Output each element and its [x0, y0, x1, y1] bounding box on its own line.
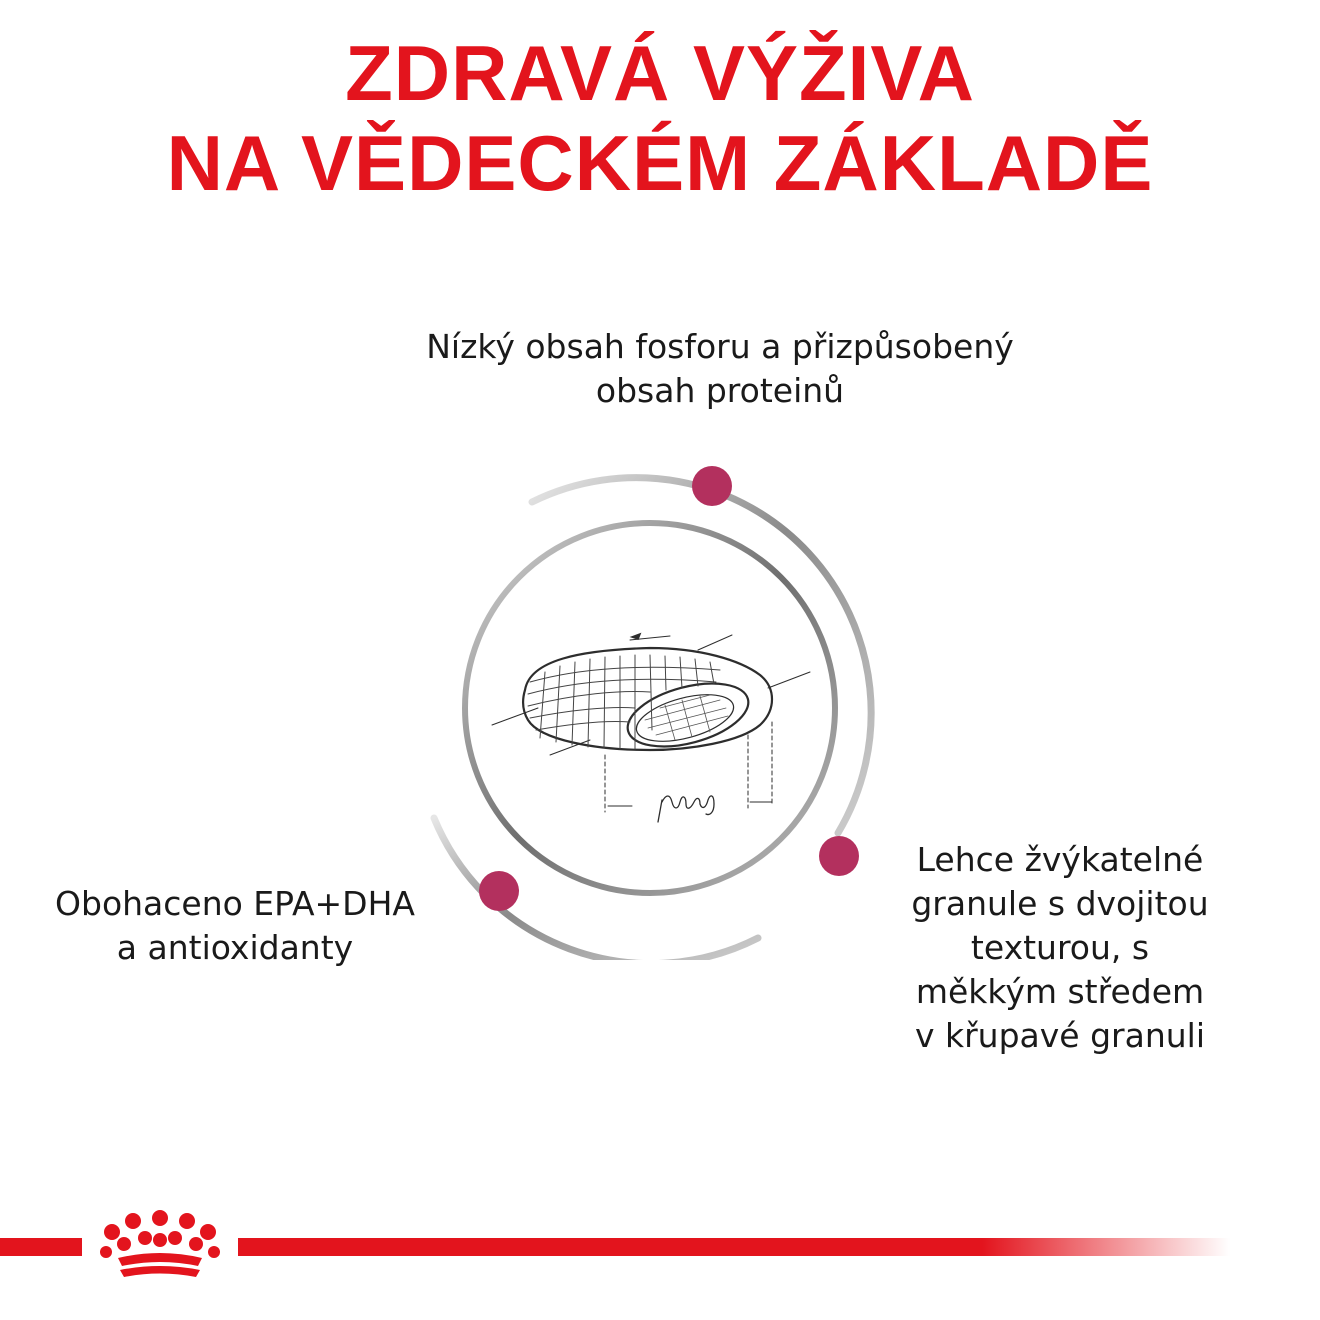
benefit-right-line-1: Lehce žvýkatelné	[916, 840, 1204, 879]
royal-canin-crown-logo	[100, 1210, 220, 1277]
kibble-diagram	[420, 450, 900, 960]
dot-left	[479, 871, 519, 911]
benefit-top	[340, 325, 1100, 413]
benefit-right-line-5: v křupavé granuli	[914, 1016, 1205, 1055]
benefit-right	[880, 838, 1240, 1058]
footer-stripe-right	[238, 1238, 1230, 1256]
footer-band	[0, 1200, 1320, 1300]
benefit-right-line-2: granule s dvojitou	[911, 884, 1209, 923]
benefit-left-line-2: a antioxidanty	[116, 928, 354, 967]
kibble-sketch-icon	[492, 634, 810, 822]
headline-line-2: NA VĚDECKÉM ZÁKLADĚ	[166, 119, 1154, 207]
benefit-top-line-2: obsah proteinů	[595, 371, 845, 410]
benefit-top-line-1: Nízký obsah fosforu a přizpůsobený	[426, 327, 1014, 366]
inner-ring	[465, 523, 835, 893]
footer-stripe-left	[0, 1238, 82, 1256]
benefit-left	[20, 882, 450, 970]
benefit-right-line-4: měkkým středem	[915, 972, 1205, 1011]
benefit-left-line-1: Obohaceno EPA+DHA	[55, 884, 415, 923]
dot-right	[819, 836, 859, 876]
benefit-right-line-3: texturou, s	[970, 928, 1150, 967]
headline-line-1: ZDRAVÁ VÝŽIVA	[345, 29, 975, 117]
headline	[0, 28, 1320, 208]
dot-top	[692, 466, 732, 506]
